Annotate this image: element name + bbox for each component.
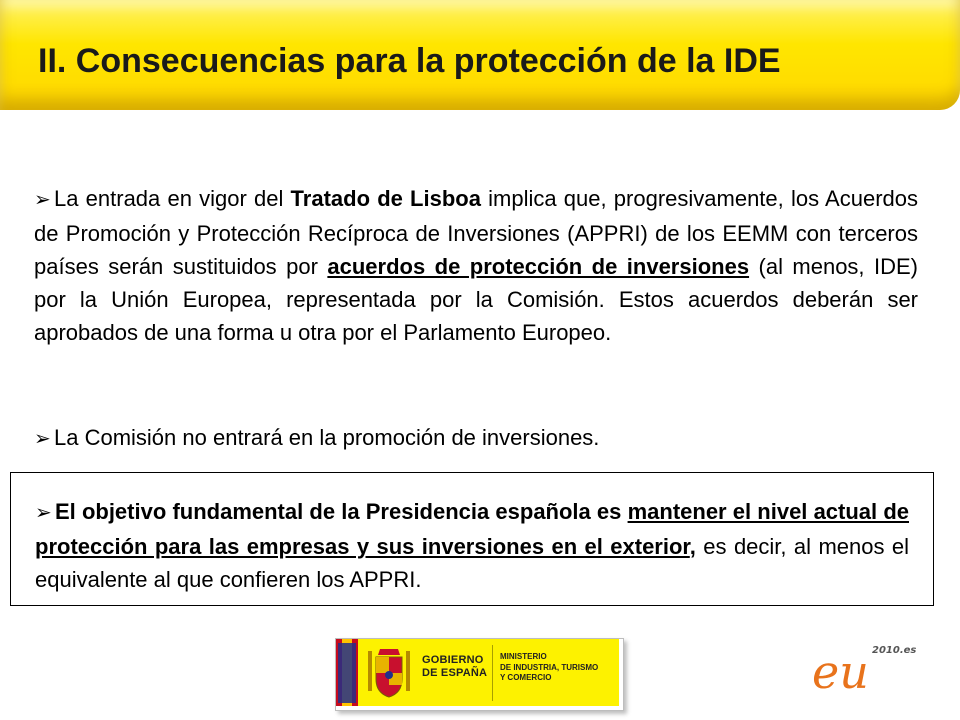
- text: La Comisión no entrará en la promoción de inversiones.: [54, 425, 600, 450]
- underlined-text: acuerdos de protección de inversiones: [327, 254, 750, 279]
- text: implica que, progresivamente, los Acuerdos de Promoción y Protección Recíproca de Inversiones (APPRI) de los EEMM con terceros países serán sustituidos por: [34, 186, 918, 279]
- underlined-text: mantener el nivel actual de protección para las empresas y sus inversiones en el exterior: [35, 499, 909, 559]
- eu-logo-text: eu: [812, 645, 869, 694]
- eu-presidency-year: 2010.es: [872, 645, 917, 656]
- ministry-line: MINISTERIO: [500, 652, 547, 661]
- text: La entrada en vigor del: [54, 186, 291, 211]
- ministry-line: DE INDUSTRIA, TURISMO: [500, 662, 599, 672]
- bold-text: ,: [689, 534, 696, 559]
- bullet-lisboa: [34, 182, 918, 349]
- bullet-comision: [34, 421, 918, 456]
- gobierno-logo: [335, 638, 624, 711]
- bold-text: El objetivo fundamental de la Presidencia española es: [55, 499, 628, 524]
- bold-text: Tratado de Lisboa: [290, 186, 481, 211]
- title-bar: [0, 0, 960, 110]
- flag-strip-icon: [336, 639, 358, 706]
- arrowhead-bullet-icon: ➢: [35, 502, 52, 524]
- text: (al menos, IDE) por la Unión Europea, representada por la Comisión. Estos acuerdos deberán ser aprobados de una forma u otra por el Parlamento Europeo.: [34, 254, 918, 345]
- gov-line: GOBIERNO: [422, 654, 484, 666]
- gov-line: DE ESPAÑA: [422, 667, 488, 679]
- paragraph-comision: [34, 421, 918, 456]
- gobierno-label: [422, 654, 487, 680]
- slide-title: II. Consecuencias para la protección de la IDE: [38, 42, 781, 80]
- text: es decir, al menos el equivalente al que confieren los APPRI.: [35, 534, 909, 592]
- arrowhead-bullet-icon: ➢: [34, 428, 51, 450]
- ministerio-label: [500, 652, 598, 684]
- arrowhead-bullet-icon: ➢: [34, 189, 51, 211]
- gobierno-logo-panel: [336, 639, 619, 706]
- coat-of-arms-icon: [366, 647, 412, 699]
- ministry-line: Y COMERCIO: [500, 673, 552, 682]
- paragraph-lisboa: [34, 182, 918, 349]
- highlight-box: [10, 472, 934, 606]
- paragraph-objetivo: [35, 495, 909, 596]
- logo-divider: [492, 645, 493, 701]
